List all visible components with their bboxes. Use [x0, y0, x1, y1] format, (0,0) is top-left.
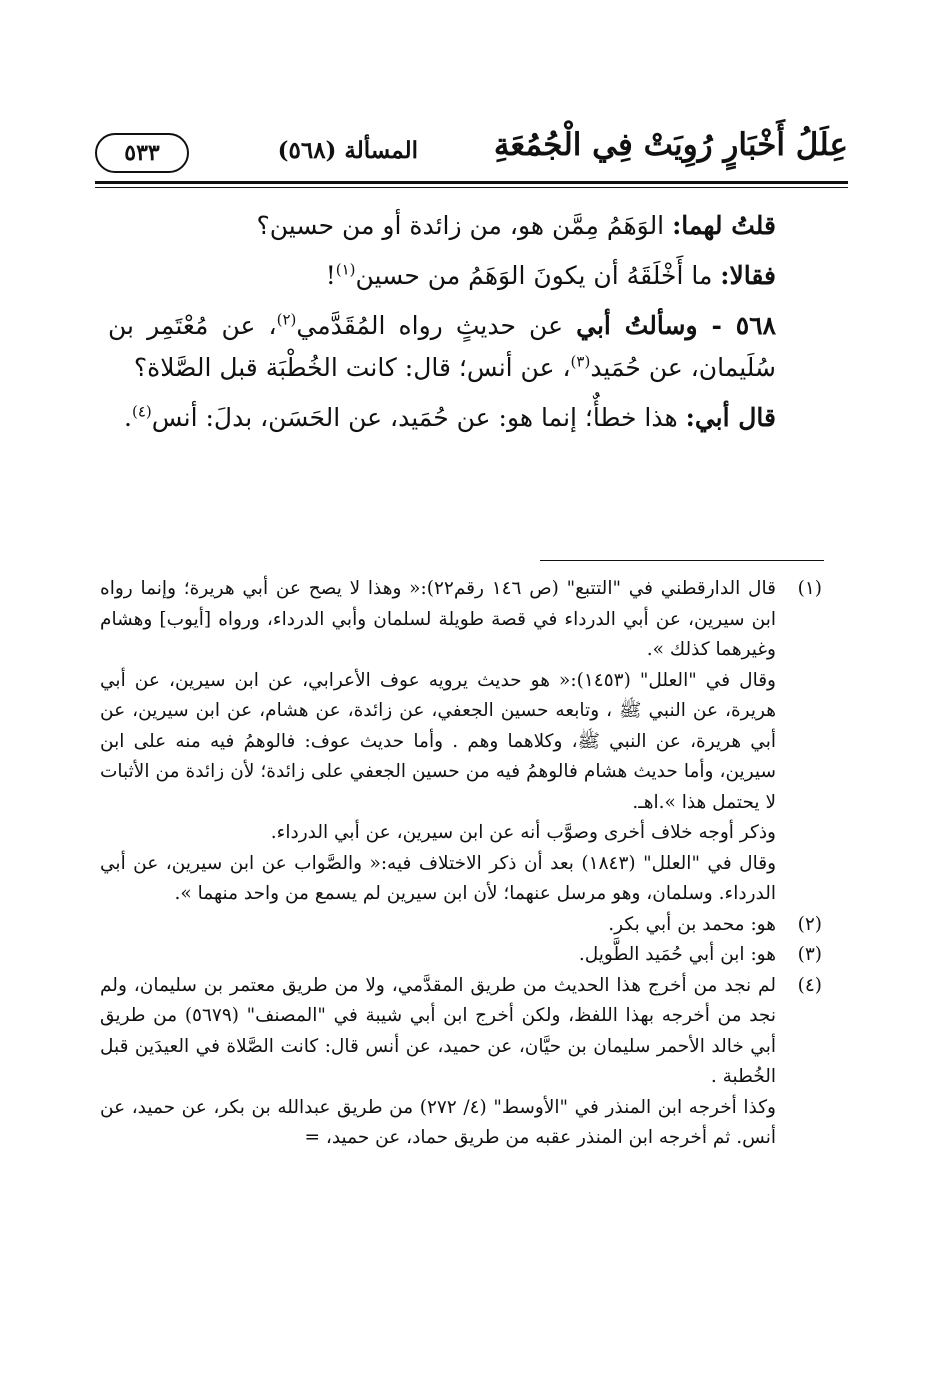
paragraph-question — [108, 205, 818, 247]
footnote-paragraph: هو: ابن أبي حُمَيد الطَّويل. — [578, 944, 776, 965]
issue-label: المسألة (٥٦٨) — [277, 137, 418, 164]
footnote-paragraph: لم نجد من أخرج هذا الحديث من طريق المقدَّمي، ولا من طريق معتمر بن سليمان، ولم نجد من أخرجه بهذا اللفظ، ولكن أخرج ابن أبي شيبة في "المصنف" (٥٦٧٩) من طريق أبي خالد الأحمر سليمان بن حيَّان، عن حميد، عن أنس قال: كانت الصَّلاة في العيدَين قبل الخُطبة . — [100, 974, 776, 1087]
footnote-ref[interactable]: (٤) — [131, 402, 152, 421]
paragraph-lead: قال أبي: — [685, 403, 776, 432]
footnote-body — [100, 940, 776, 971]
running-title: عِلَلُ أَخْبَارٍ رُوِيَتْ فِي الْجُمُعَةِ — [493, 127, 848, 163]
footnote-ref[interactable]: (١) — [335, 260, 356, 279]
paragraph-text: ، عن مُعْتَمِر بن سُلَيمان، عن حُمَيد — [108, 311, 776, 382]
paragraph-text: ، عن أنس؛ قال: كانت الخُطْبَة قبل الصَّلاة؟ — [133, 353, 571, 382]
footnote-ref[interactable]: (٣) — [570, 352, 591, 371]
footnote-number: (٣) — [797, 944, 822, 965]
footnotes — [100, 574, 822, 1154]
footnote-ref[interactable]: (٢) — [276, 310, 297, 329]
footnote — [100, 940, 822, 971]
paragraph-lead: فقالا: — [720, 261, 776, 290]
footnote-paragraph: وقال في "العلل" (١٤٥٣):« هو حديث يرويه عوف الأعرابي، عن ابن سيرين، عن أبي هريرة، عن النبي ﷺ ، وتابعه حسين الجعفي، عن زائدة، عن هشام، عن ابن سيرين، عن أبي هريرة، عن النبي ﷺ، وكلاهما وهم . وأما حديث عوف: فالوهمُ فيه منه على ابن سيرين، وأما حديث هشام فالوهمُ فيه من حسين الجعفي على زائدة؛ لأن زائدة من الأثبات لا يحتمل هذا ».اهـ. — [100, 669, 776, 813]
header-rule-thick — [95, 181, 848, 184]
paragraph-text: هذا خطأٌ؛ إنما هو: عن حُمَيد، عن الحَسَن، بدلَ: أنس — [151, 403, 686, 432]
footnote-number: (٢) — [797, 913, 822, 935]
main-text — [108, 205, 818, 447]
footnote-number: (١) — [797, 578, 822, 599]
paragraph-end: . — [124, 403, 132, 432]
footnote — [100, 574, 822, 910]
running-header — [95, 125, 848, 181]
header-rule-thin — [95, 187, 848, 188]
paragraph-text: ما أَخْلَقَهُ أن يكونَ الوَهَمُ من حسين — [355, 261, 721, 290]
footnote-separator — [540, 560, 824, 561]
footnote-paragraph: وذكر أوجه خلاف أخرى وصوَّب أنه عن ابن سيرين، عن أبي الدرداء. — [270, 822, 776, 843]
footnote-body — [100, 910, 776, 941]
page-number: ٥٣٣ — [95, 133, 189, 173]
paragraph-text: الوَهَمُ مِمَّن هو، من زائدة أو من حسين؟ — [256, 211, 673, 240]
footnote-paragraph: هو: محمد بن أبي بكر. — [608, 913, 776, 935]
paragraph-text: عن حديثٍ رواه المُقَدَّمي — [296, 311, 577, 340]
footnote-paragraph: وكذا أخرجه ابن المنذر في "الأوسط" (٤/ ٢٧٢) من طريق عبدالله بن بكر، عن حميد، عن أنس. ثم أخرجه ابن المنذر عقبه من طريق حماد، عن حميد، = — [100, 1096, 776, 1148]
paragraph-lead: قلتُ لهما: — [672, 211, 776, 240]
paragraph-end: ! — [325, 261, 336, 290]
footnote-paragraph: قال الدارقطني في "التتبع" (ص ١٤٦ رقم٢٢):« وهذا لا يصح عن أبي هريرة؛ وإنما رواه ابن سيرين، عن أبي الدرداء في قصة طويلة لسلمان وأبي الدرداء، ورواه [أيوب] وهشام وغيرهما كذلك ». — [100, 578, 776, 660]
footnote-number: (٤) — [797, 974, 822, 996]
footnote-body — [100, 574, 776, 910]
paragraph-lead: ٥٦٨ - وسألتُ أبي — [576, 311, 776, 340]
paragraph-issue-568 — [108, 305, 818, 389]
footnote — [100, 910, 822, 941]
footnote-paragraph: وقال في "العلل" (١٨٤٣) بعد أن ذكر الاختلاف فيه:« والصَّواب عن ابن سيرين، عن أبي الدرداء. وسلمان، وهو مرسل عنهما؛ لأن ابن سيرين لم يسمع من واحد منهما ». — [100, 852, 777, 904]
paragraph-father-answer — [108, 397, 818, 439]
paragraph-answer — [108, 255, 818, 297]
footnote-body — [100, 971, 776, 1154]
footnote — [100, 971, 822, 1154]
